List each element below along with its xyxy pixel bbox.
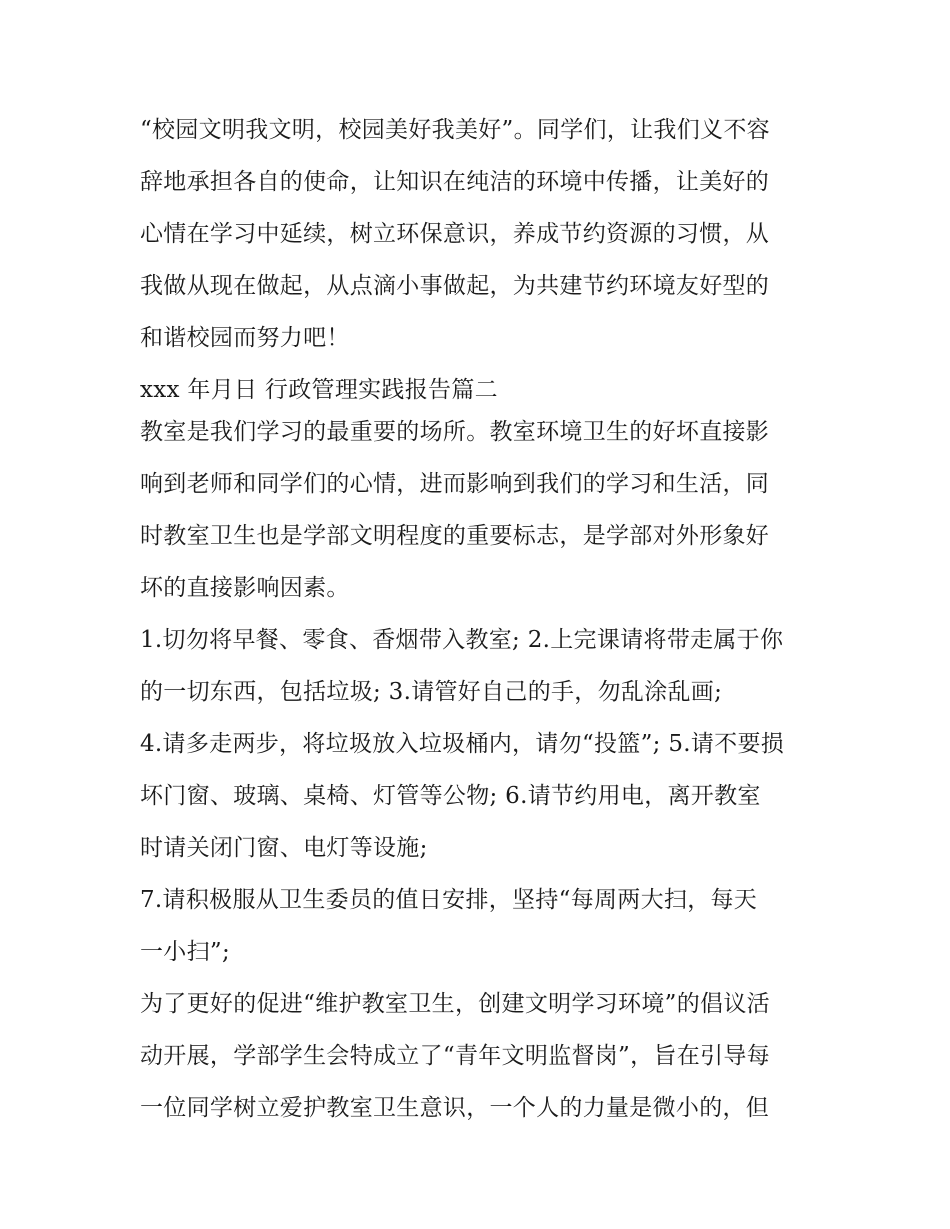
rule-line: 4.请多走两步，将垃圾放入垃圾桶内，请勿“投篮”; 5.请不要损 bbox=[140, 731, 785, 757]
paragraph-line: 响到老师和同学们的心情，进而影响到我们的学习和生活，同 bbox=[140, 471, 770, 497]
paragraph-line: 为了更好的促进“维护教室卫生，创建文明学习环境”的倡议活 bbox=[140, 991, 770, 1017]
paragraph-line: “校园文明我文明，校园美好我美好”。同学们，让我们义不容 bbox=[140, 117, 770, 143]
paragraph-line: 坏的直接影响因素。 bbox=[140, 575, 350, 601]
paragraph-line: 辞地承担各自的使命，让知识在纯洁的环境中传播，让美好的 bbox=[140, 169, 770, 195]
rule-line: 时请关闭门窗、电灯等设施; bbox=[140, 835, 428, 861]
rule-line: 7.请积极服从卫生委员的值日安排，坚持“每周两大扫，每天 bbox=[140, 887, 758, 913]
paragraph-line: 我做从现在做起，从点滴小事做起，为共建节约环境友好型的 bbox=[140, 273, 770, 299]
section-heading: xxx 年月日 行政管理实践报告篇二 bbox=[140, 377, 498, 403]
paragraph-line: 动开展，学部学生会特成立了“青年文明监督岗”，旨在引导每 bbox=[140, 1043, 770, 1069]
paragraph-line: 一位同学树立爱护教室卫生意识，一个人的力量是微小的，但 bbox=[140, 1095, 770, 1121]
document-body bbox=[140, 108, 820, 1138]
paragraph-line: 时教室卫生也是学部文明程度的重要标志，是学部对外形象好 bbox=[140, 523, 770, 549]
rule-line: 的一切东西，包括垃圾; 3.请管好自己的手，勿乱涂乱画; bbox=[140, 679, 723, 705]
rule-line: 坏门窗、玻璃、桌椅、灯管等公物; 6.请节约用电，离开教室 bbox=[140, 783, 761, 809]
rule-line: 1.切勿将早餐、零食、香烟带入教室; 2.上完课请将带走属于你 bbox=[140, 627, 784, 653]
paragraph-line: 教室是我们学习的最重要的场所。教室环境卫生的好坏直接影 bbox=[140, 419, 770, 445]
paragraph-line: 和谐校园而努力吧！ bbox=[140, 325, 350, 351]
paragraph-line: 心情在学习中延续，树立环保意识，养成节约资源的习惯，从 bbox=[140, 221, 770, 247]
rule-line: 一小扫”; bbox=[140, 939, 231, 965]
